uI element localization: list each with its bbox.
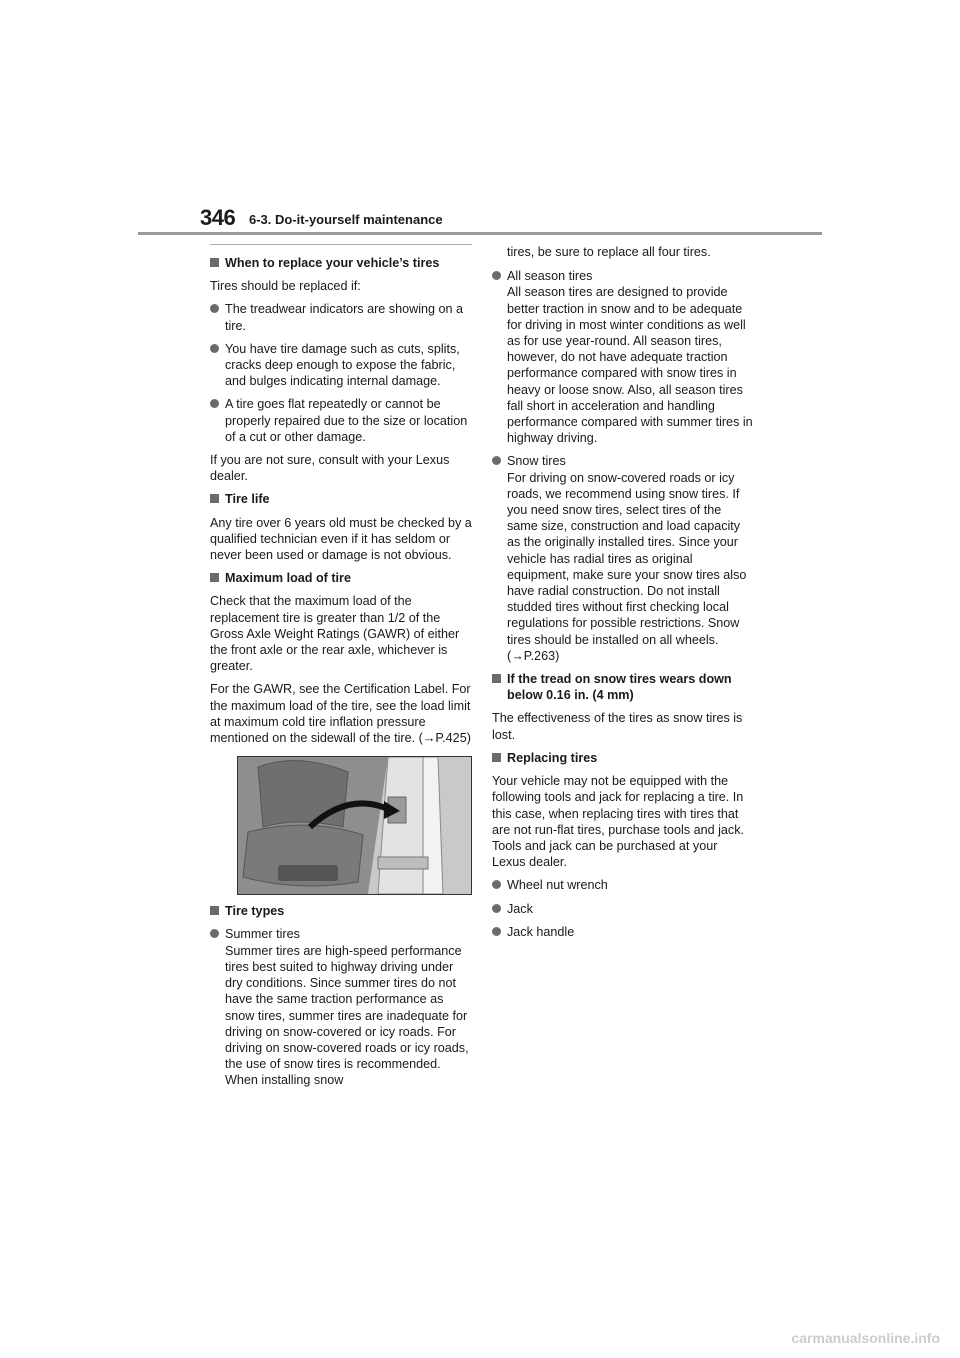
bullet-item: Jack: [492, 901, 754, 917]
column-divider: [210, 244, 472, 245]
paragraph: All season tires are designed to provide better traction in snow and to be adequate for driving in most winter conditions as well as for use year-round. All season tires, however, do not have adequate traction performance compared with snow tires in heavy or loose snow. Also, all season tires fall short in acceleration and handling performance compared with summer tires in highway driving.: [507, 285, 753, 446]
bullet-item: Wheel nut wrench: [492, 877, 754, 893]
paragraph: Your vehicle may not be equipped with the following tools and jack for replacing a tire. In this case, when replacing tires with tires that are not run-flat tires, purchase tools and jack. Tools and jack can be purchased at your Lexus dealer.: [492, 774, 745, 870]
paragraph: If you are not sure, consult with your Lexus dealer.: [210, 453, 450, 484]
circle-bullet-icon: [492, 927, 501, 936]
bullet-item: Summer tires: [210, 926, 472, 942]
section-title: 6-3. Do-it-yourself maintenance: [249, 212, 443, 227]
paragraph: Summer tires are high-speed performance tires best suited to highway driving under dry conditions. Since summer tires do not have the same traction performance as snow tires, summer tires are inadequate for driving on snow-covered or icy roads. For driving on snow-covered roads or icy roads, the use of snow tires is recommended. When installing snow: [225, 943, 469, 1088]
paragraph: tires, be sure to replace all four tires.: [507, 245, 711, 259]
circle-bullet-icon: [492, 904, 501, 913]
square-bullet-icon: [210, 906, 219, 915]
circle-bullet-icon: [210, 399, 219, 408]
square-bullet-icon: [210, 573, 219, 582]
right-column: [492, 244, 754, 947]
bullet-item: Jack handle: [492, 924, 754, 940]
circle-bullet-icon: [492, 456, 501, 465]
square-bullet-icon: [210, 494, 219, 503]
paragraph: For driving on snow-covered roads or icy roads, we recommend using snow tires. If you need snow tires, select tires of the same size, construction and load capacity as the originally installed tires. Since your vehicle has radial tires as original equipment, make sure your snow tires also have radial construction. Do not install studded tires without first checking local regulations for possible restrictions. Snow tires should be installed on all wheels. (→P.263): [507, 470, 747, 663]
paragraph: The effectiveness of the tires as snow tires is lost.: [492, 711, 743, 742]
circle-bullet-icon: [210, 929, 219, 938]
heading-tire-types: Tire types: [210, 903, 472, 919]
bullet-item: The treadwear indicators are showing on a tire.: [210, 301, 472, 333]
header-rule: [138, 232, 822, 235]
square-bullet-icon: [492, 674, 501, 683]
seat-door-illustration: [238, 757, 471, 894]
circle-bullet-icon: [492, 880, 501, 889]
paragraph: Any tire over 6 years old must be checked by a qualified technician even if it has seldom or never been used or damage is not obvious.: [210, 515, 472, 563]
paragraph: Check that the maximum load of the replacement tire is greater than 1/2 of the Gross Axle Weight Ratings (GAWR) of either the front axle or the rear axle, whichever is greater.: [210, 594, 460, 674]
paragraph: For the GAWR, see the Certification Label. For the maximum load of the tire, see the load limit at maximum cold tire inflation pressure mentioned on the sidewall of the tire. (→P.425): [210, 682, 471, 746]
left-column: [210, 244, 472, 1096]
square-bullet-icon: [492, 753, 501, 762]
heading-replacing-tires: Replacing tires: [492, 750, 754, 766]
bullet-item: All season tires: [492, 268, 754, 284]
heading-when-to-replace: When to replace your vehicle’s tires: [210, 255, 472, 271]
heading-maximum-load: Maximum load of tire: [210, 570, 472, 586]
heading-tire-life: Tire life: [210, 491, 472, 507]
page-number: 346: [200, 205, 236, 230]
circle-bullet-icon: [492, 271, 501, 280]
door-pillar-illustration: [237, 756, 472, 895]
watermark: carmanualsonline.info: [791, 1330, 940, 1346]
circle-bullet-icon: [210, 304, 219, 313]
circle-bullet-icon: [210, 344, 219, 353]
heading-tread-wear: If the tread on snow tires wears down below 0.16 in. (4 mm): [492, 671, 754, 703]
bullet-item: A tire goes flat repeatedly or cannot be properly repaired due to the size or location of a cut or other damage.: [210, 396, 472, 445]
bullet-item: Snow tires: [492, 453, 754, 469]
bullet-item: You have tire damage such as cuts, splits, cracks deep enough to expose the fabric, and bulges indicating internal damage.: [210, 341, 472, 390]
square-bullet-icon: [210, 258, 219, 267]
paragraph: Tires should be replaced if:: [210, 279, 361, 294]
